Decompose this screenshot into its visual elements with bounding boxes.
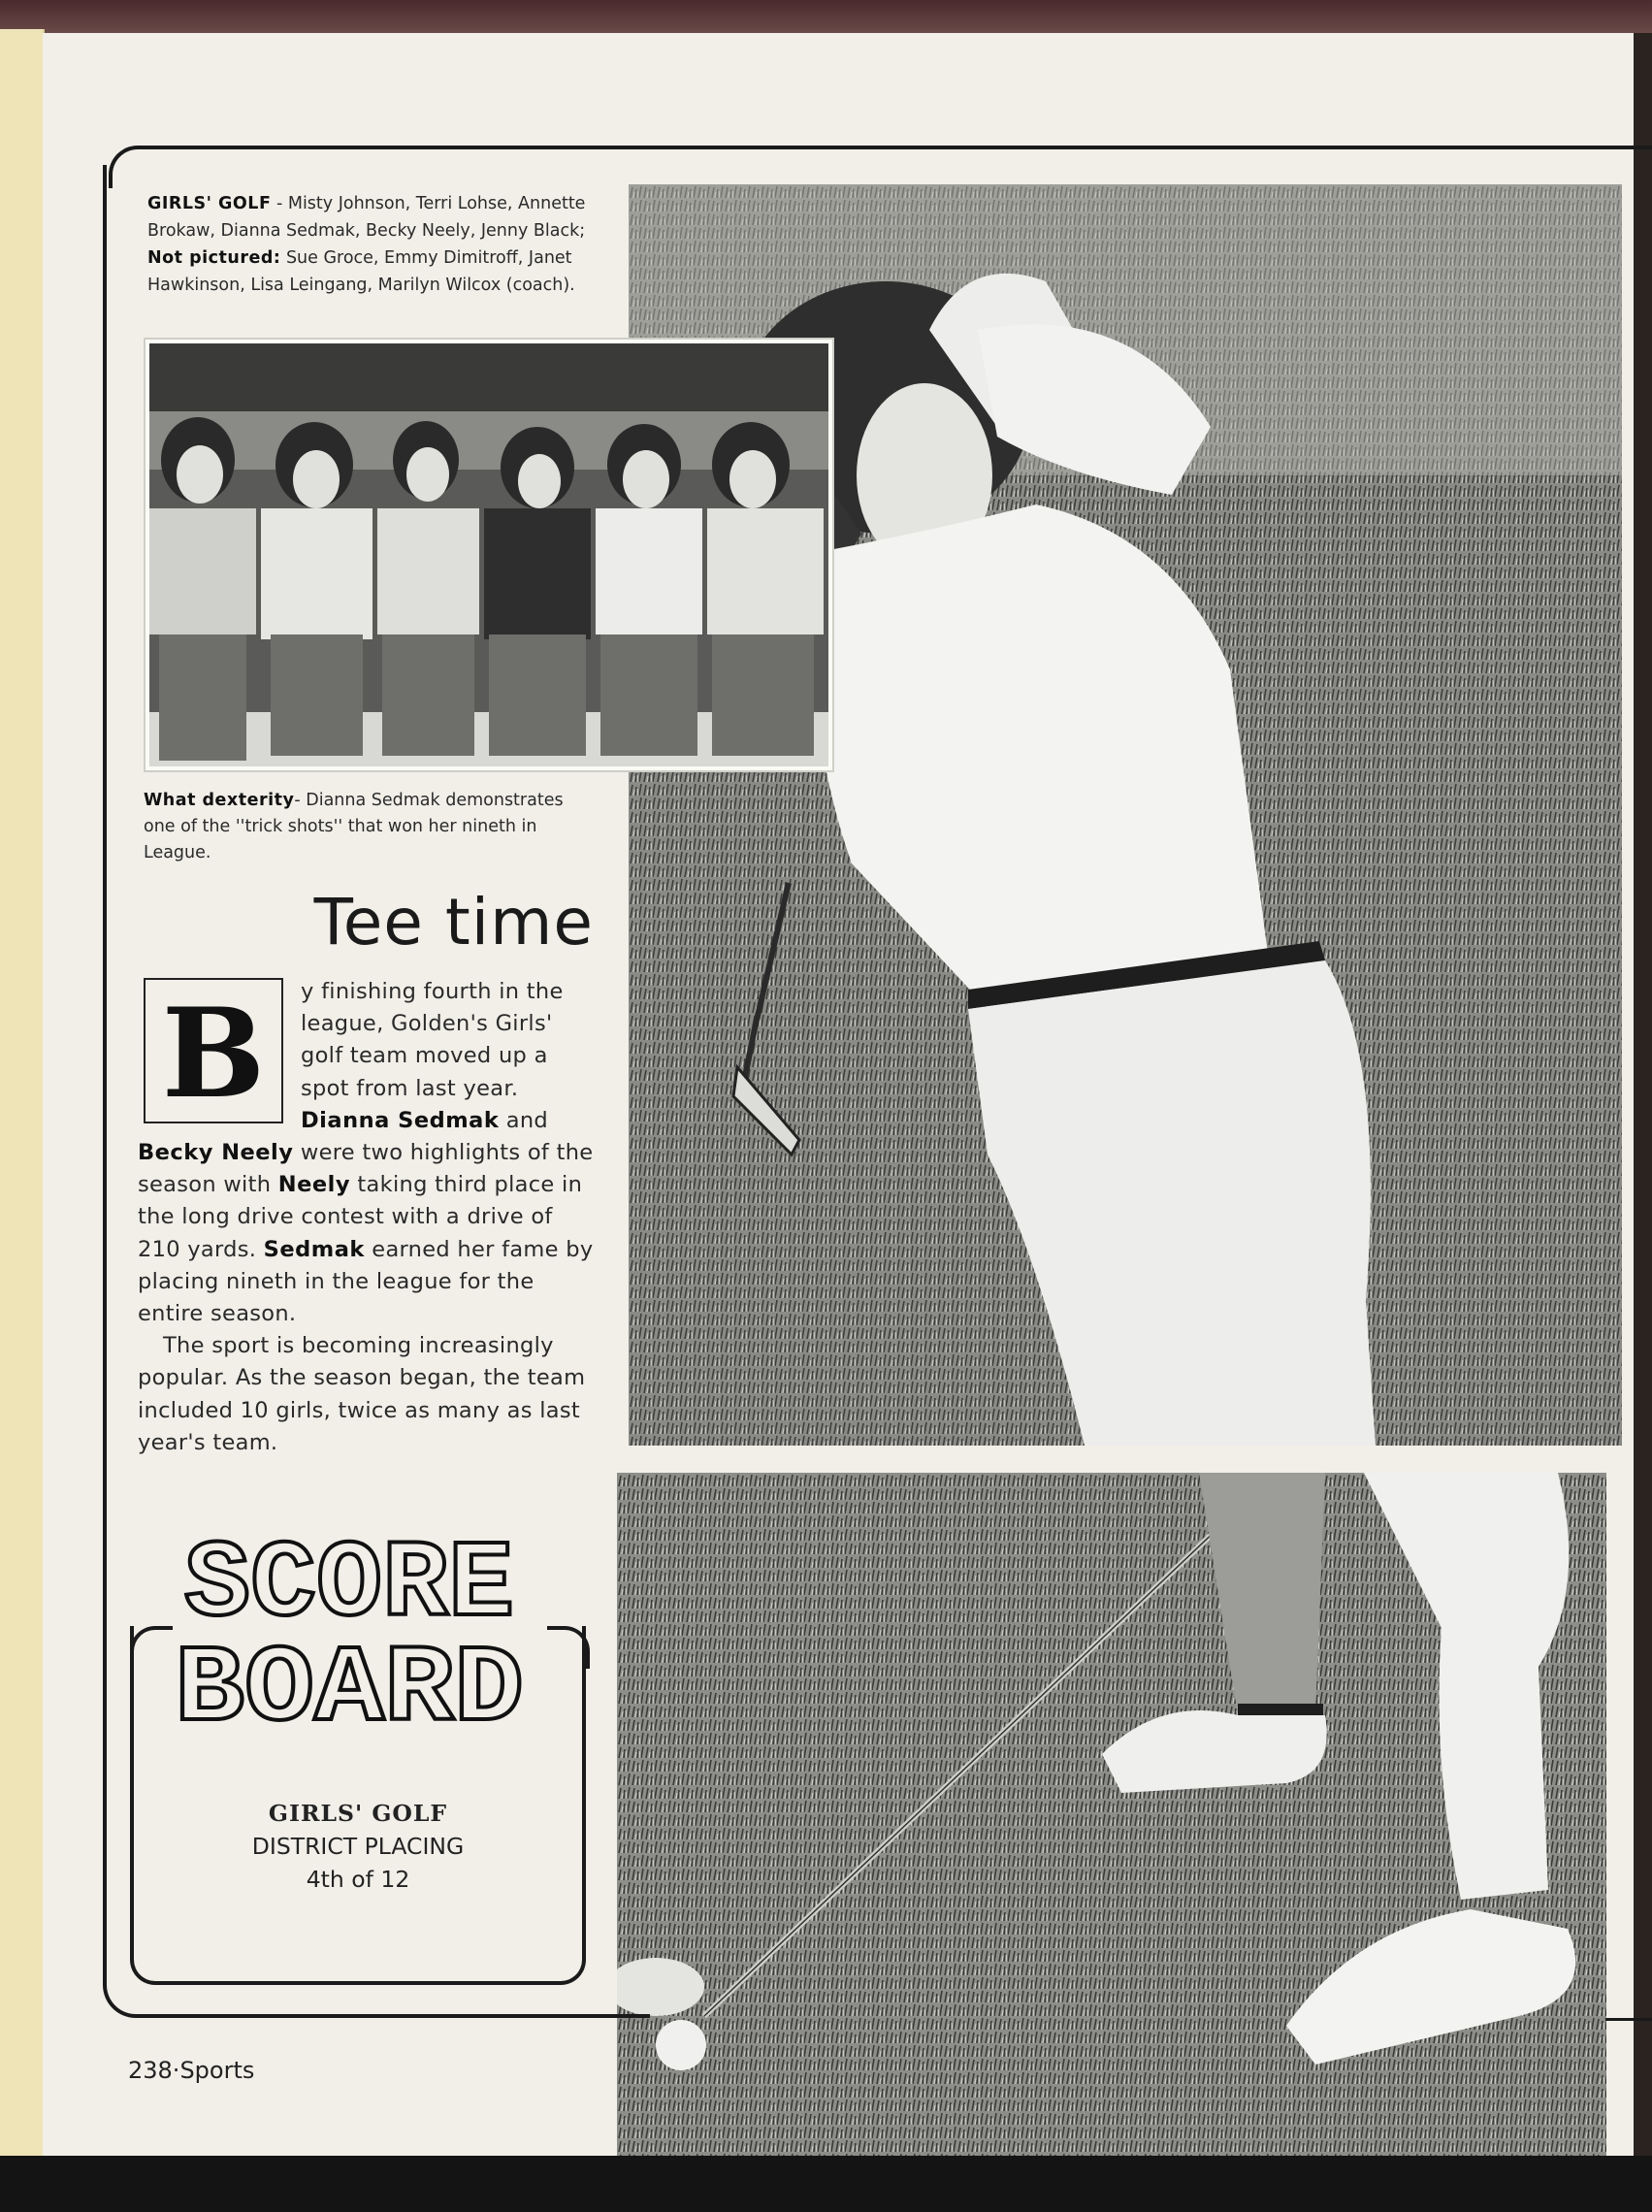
team-group-photo	[146, 340, 832, 770]
text-run: were two highlights of the season with	[138, 1140, 594, 1198]
scoreboard-result	[130, 1797, 586, 1896]
golfer-legs-photo	[617, 1473, 1606, 2156]
scoreboard-value: 4th of 12	[306, 1866, 410, 1893]
text-run: and	[499, 1107, 548, 1133]
book-bottom-edge	[0, 2156, 1652, 2212]
team-caption-label: GIRLS' GOLF	[147, 194, 272, 213]
bold-name: Sedmak	[263, 1236, 365, 1262]
action-photo-caption	[144, 788, 599, 866]
logo-line-board: BOARD	[175, 1629, 524, 1739]
team-photo-caption	[147, 190, 603, 299]
article-title: Tee time	[313, 885, 594, 960]
bold-name: Becky Neely	[138, 1140, 294, 1166]
page-folio: 238·Sports	[128, 2057, 255, 2084]
caption-label: What dexterity	[144, 791, 295, 810]
scoreboard-team: GIRLS' GOLF	[268, 1800, 448, 1827]
scoreboard-logo	[165, 1525, 534, 1739]
article-paragraph-1	[138, 976, 596, 1137]
page-frame-left	[103, 165, 107, 1979]
text-run: taking third place in the long drive contest with a drive of 210 yards.	[138, 1172, 583, 1262]
caption-text: - Dianna Sedmak demonstrates one of the ''trick shots'' that won her nineth in League.	[144, 791, 564, 862]
text-run: earned her fame by placing nineth in the league for the entire season.	[138, 1236, 594, 1327]
scoreboard-label: DISTRICT PLACING	[251, 1833, 465, 1860]
text-run: y finishing fourth in the league, Golden's Girls' golf team moved up a spot from last year.	[301, 979, 564, 1101]
article-paragraph-2: The sport is becoming increasingly popular. As the season began, the team included 10 girls, twice as many as last year's team.	[138, 1333, 586, 1455]
not-pictured-names: Sue Groce, Emmy Dimitroff, Janet Hawkinson, Lisa Leingang, Marilyn Wilcox (coach).	[147, 248, 575, 295]
article-paragraph-1-cont	[138, 1137, 596, 1330]
article-body	[138, 976, 596, 1459]
page-frame-top	[109, 146, 1652, 188]
team-caption-names: - Misty Johnson, Terri Lohse, Annette Brokaw, Dianna Sedmak, Becky Neely, Jenny Black;	[147, 194, 586, 241]
bold-name: Dianna Sedmak	[301, 1107, 500, 1133]
book-top-edge	[0, 0, 1652, 33]
not-pictured-label: Not pictured:	[147, 248, 281, 268]
drop-cap-letter: B	[161, 982, 266, 1125]
bold-name: Neely	[277, 1172, 350, 1198]
book-spine-strip	[0, 29, 45, 2156]
page-frame-right-tick	[1605, 2018, 1652, 2021]
logo-line-score: SCORE	[184, 1525, 514, 1647]
